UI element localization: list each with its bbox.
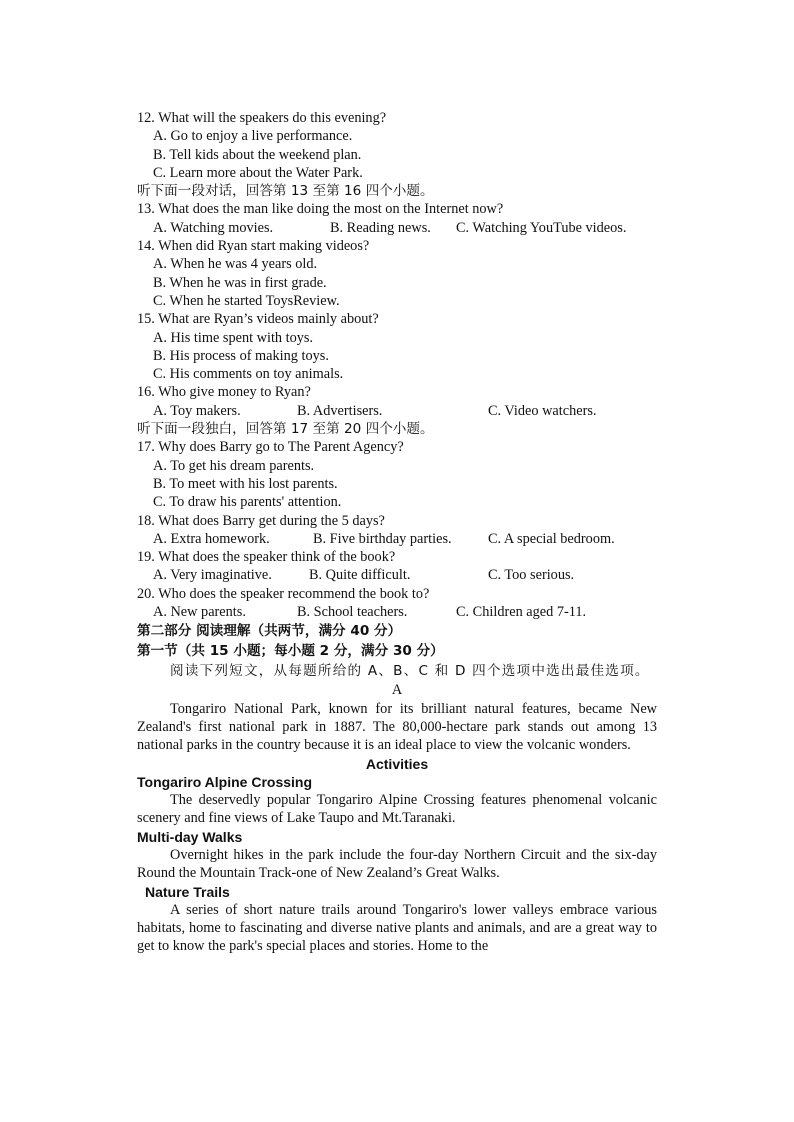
- question-14: 14. When did Ryan start making videos?: [137, 238, 370, 255]
- reading-instruction: 阅读下列短文，从每题所给的 A、B、C 和 D 四个选项中选出最佳选项。: [170, 663, 650, 680]
- walks-text: Overnight hikes in the park include the four-day Northern Circuit and the six-day Round the Mountain Track-one of New Zealand’s Great Walks.: [137, 846, 657, 882]
- q18-option-c: C. A special bedroom.: [488, 530, 615, 547]
- question-15: 15. What are Ryan’s videos mainly about?: [137, 311, 379, 328]
- question-18: 18. What does Barry get during the 5 days?: [137, 512, 385, 529]
- listening-instruction-13-16: 听下面一段对话，回答第 13 至第 16 四个小题。: [137, 183, 434, 200]
- part-two-heading: 第二部分 阅读理解（共两节，满分 40 分）: [137, 623, 402, 640]
- activities-heading: Activities: [365, 755, 429, 772]
- intro-paragraph: Tongariro National Park, known for its brilliant natural features, became New Zealand's first national park in 1887. The 80,000-hectare park stands out among 13 national parks in the country because it is an ideal place to view the volcanic wonders.: [137, 700, 657, 754]
- exam-page: [137, 109, 657, 956]
- crossing-text: The deservedly popular Tongariro Alpine Crossing features phenomenal volcanic scenery and fine views of Lake Taupo and Mt.Taranaki.: [137, 792, 657, 827]
- q17-option-c: C. To draw his parents' attention.: [153, 494, 342, 511]
- listening-instruction-17-20: 听下面一段独白，回答第 17 至第 20 四个小题。: [137, 421, 434, 438]
- q15-option-a: A. His time spent with toys.: [153, 329, 314, 346]
- q17-option-a: A. To get his dream parents.: [153, 457, 315, 474]
- q14-option-c: C. When he started ToysReview.: [153, 292, 340, 309]
- q13-option-b: B. Reading news.: [330, 219, 431, 236]
- q15-option-b: B. His process of making toys.: [153, 347, 329, 364]
- q19-option-c: C. Too serious.: [488, 567, 575, 584]
- q20-option-b: B. School teachers.: [297, 604, 408, 621]
- q17-option-b: B. To meet with his lost parents.: [153, 475, 338, 492]
- question-20: 20. Who does the speaker recommend the book to?: [137, 585, 430, 602]
- q18-options: [137, 530, 657, 548]
- q16-option-a: A. Toy makers.: [153, 402, 241, 419]
- q19-option-b: B. Quite difficult.: [309, 567, 411, 584]
- q20-option-c: C. Children aged 7-11.: [456, 604, 587, 621]
- q19-option-a: A. Very imaginative.: [153, 567, 272, 584]
- q14-option-a: A. When he was 4 years old.: [153, 256, 318, 273]
- q20-option-a: A. New parents.: [153, 604, 246, 621]
- crossing-heading: Tongariro Alpine Crossing: [137, 773, 313, 790]
- q12-option-a: A. Go to enjoy a live performance.: [153, 128, 353, 145]
- q13-option-c: C. Watching YouTube videos.: [456, 219, 627, 236]
- q16-options: [137, 402, 657, 420]
- q12-option-b: B. Tell kids about the weekend plan.: [153, 146, 362, 163]
- q16-option-c: C. Video watchers.: [488, 402, 597, 419]
- question-16: 16. Who give money to Ryan?: [137, 384, 311, 401]
- q16-option-b: B. Advertisers.: [297, 402, 383, 419]
- q15-option-c: C. His comments on toy animals.: [153, 366, 344, 383]
- walks-heading: Multi-day Walks: [137, 828, 243, 845]
- section-one-heading: 第一节（共 15 小题；每小题 2 分，满分 30 分）: [137, 643, 444, 660]
- q12-option-c: C. Learn more about the Water Park.: [153, 164, 363, 181]
- q18-option-b: B. Five birthday parties.: [313, 530, 452, 547]
- question-12: 12. What will the speakers do this evening?: [137, 110, 387, 126]
- q13-option-a: A. Watching movies.: [153, 219, 274, 236]
- question-19: 19. What does the speaker think of the book?: [137, 549, 396, 566]
- q18-option-a: A. Extra homework.: [153, 530, 270, 547]
- q20-options: [137, 603, 657, 621]
- trails-heading: Nature Trails: [145, 883, 230, 900]
- q19-options: [137, 566, 657, 584]
- q14-option-b: B. When he was in first grade.: [153, 274, 327, 291]
- question-13: 13. What does the man like doing the most on the Internet now?: [137, 201, 504, 218]
- passage-label: A: [391, 682, 403, 699]
- question-17: 17. Why does Barry go to The Parent Agency?: [137, 439, 404, 456]
- q13-options: [137, 219, 657, 237]
- trails-text: A series of short nature trails around Tongariro's lower valleys embrace various habitats, home to fascinating and diverse native plants and animals, and are a great way to get to know the park's special places and stories. Home to the: [137, 901, 657, 955]
